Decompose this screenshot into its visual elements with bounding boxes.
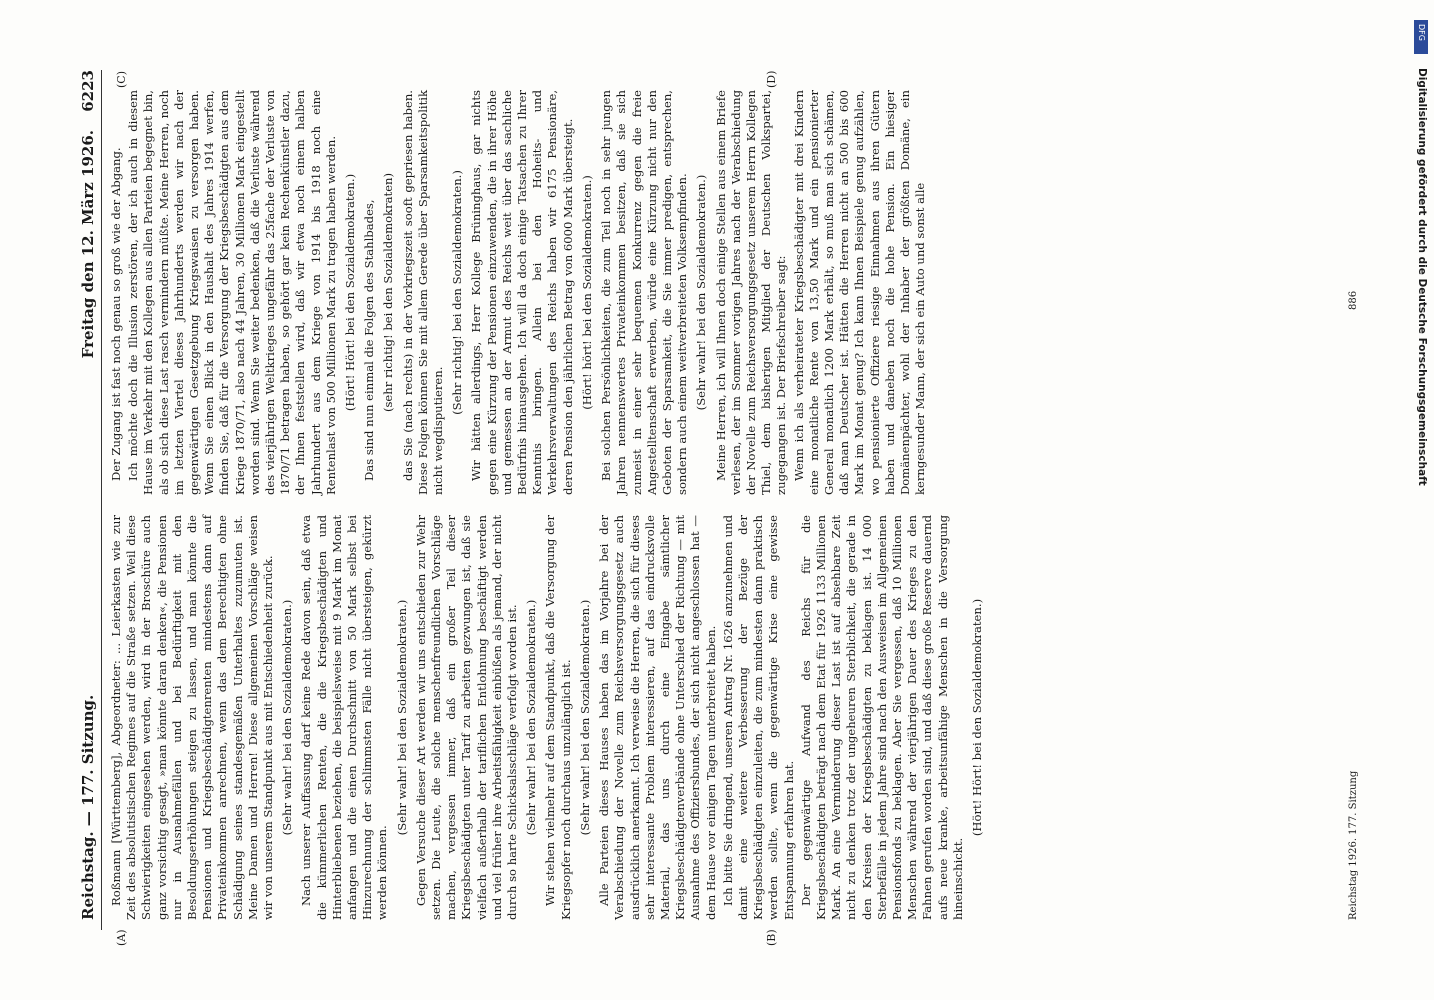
interjection: (Hört! hört! bei den Sozialdemokraten.) <box>579 175 594 410</box>
interjection: (sehr richtig! bei den Sozialdemokraten) <box>381 172 396 413</box>
interjection: (Sehr wahr! bei den Sozialdemokraten.) <box>577 599 592 836</box>
interjection: (Sehr wahr! bei den Sozialdemokraten.) <box>694 174 709 411</box>
interjection: (Hört! Hört! bei den Sozialdemokraten.) <box>343 173 358 412</box>
paragraph: Roßmann [Württemberg], Abgeordneter: ... Leierkasten wie zur Zeit des absolutistischen Regimes auf die Straße setzen. Weil diese Schwierigkeiten eingesehen werden, wird in der Broschüre auch ganz vorsichtig gesagt, »man könnte daran denken«, die Pensionen nur in Ausnahmefällen und bei Bedürftigkeit mit den Besoldungserhöhungen steigen zu lassen, und man könnte die Pensionen und Kriegsbeschädigtenrenten mindestens dann auf Privateinkommen anrechnen, wenn das dem Berechtigten ohne Schädigung seines standesgemäßen Unterhaltes zuzumuten ist. Meine Damen und Herren! Diese allgemeinen Vorschläge weisen wir von unserem Standpunkt aus mit Entschiedenheit zurück. <box>109 515 276 920</box>
interjection: (Hört! Hört! bei den Sozialdemokraten.) <box>969 598 984 837</box>
paragraph: Wir hätten allerdings, Herr Kollege Brüninghaus, gar nichts gegen eine Kürzung der Pensionen einzuwenden, die in ihrer Höhe und gemessen an der Armut des Reichs weit über das sachliche Bedürfnis hinausgehen. Ich will da doch einige Tatsachen zu Ihrer Kenntnis bringen. Allein bei den Hoheits- und Verkehrsverwaltungen des Reichs haben wir 6175 Pensionäre, deren Pension den jährlichen Betrag von 6000 Mark übersteigt. <box>469 90 575 495</box>
paragraph: Meine Herren, ich will Ihnen doch einige Stellen aus einem Briefe verlesen, der im Sommer vorigen Jahres nach der Verabschiedung der Novelle zum Reichsversorgungsgesetz unserem Herrn Kollegen Thiel, dem bisherigen Mitglied der Deutschen Volkspartei, zugegangen ist. Der Briefschreiber sagt: <box>713 90 789 495</box>
paragraph: Alle Parteien dieses Hauses haben das im Vorjahre bei der Verabschiedung der Novelle zum Reichsversorgungsgesetz auch ausdrücklich anerkannt. Ich verweise die Herren, die sich für dieses sehr interessante Problem interessieren, auf das eindrucksvolle Material, das uns durch eine Eingabe sämtlicher Kriegsbeschädigtenverbände ohne Unterschied der Richtung — mit Ausnahme des Offiziersbundes, der sich nicht angeschlossen hat — dem Hause vor einigen Tagen unterbreitet haben. <box>597 515 718 920</box>
paragraph: Das sind nun einmal die Folgen des Stahlbades, <box>362 199 377 481</box>
margin-mark-d: (D) <box>765 70 778 88</box>
rotated-document <box>75 70 1365 950</box>
dfg-logo: DFG <box>1414 20 1428 54</box>
interjection: (Sehr wahr! bei den Sozialdemokraten.) <box>394 599 409 836</box>
paragraph: Der Zugang ist fast noch genau so groß wie der Abgang. <box>109 147 123 481</box>
interjection: (Sehr richtig! bei den Sozialdemokraten.) <box>450 170 465 415</box>
paragraph: Ich bitte Sie dringend, unseren Antrag Nr. 1626 anzunehmen und damit eine weitere Verbesserung der Bezüge der Kriegsbeschädigten einzuleiten, die zum mindesten dann praktisch werden sollte, wenn die gegenwärtige Krise eine gewisse Entspannung erfahren hat. <box>720 515 796 920</box>
interjection: (Sehr wahr! bei den Sozialdemokraten.) <box>280 599 295 836</box>
side-credit-text: Digitalisierung gefördert durch die Deutsche Forschungsgemeinschaft <box>1416 68 1428 486</box>
text-column-right <box>109 90 930 495</box>
margin-mark-a: (A) <box>115 929 128 946</box>
page-number: 6223 <box>79 70 97 112</box>
paragraph: Wenn ich als verheirateter Kriegsbeschädigter mit drei Kindern eine monatliche Rente von 13,50 Mark und ein pensionierter General monatlich 1200 Mark erhält, so muß man sich schämen, daß man Deutscher ist. Hätten die Herren nicht an 500 bis 600 Mark im Monat genug? Ich kann Ihnen Beispiele genug aufzählen, wo pensionierte Offiziere riesige Einnahmen aus ihren Gütern haben und daneben noch die hohe Pension. Ein hiesiger Domänenpächter, wohl der Inhaber der größten Domäne, ein kerngesunder Mann, der sich ein Auto und sonst alle <box>791 90 928 495</box>
interjection: (Sehr wahr! bei den Sozialdemokraten.) <box>524 599 539 836</box>
paragraph: Bei solchen Persönlichkeiten, die zum Teil noch in sehr jungen Jahren nennenswertes Privateinkommen besitzen, daß sie sich zumeist in einer sehr bequemen Konkurrenz gegen die freie Angestelltenschaft erwerben, würde eine Kürzung nicht nur den Geboten der Sparsamkeit, die Sie immer predigen, entsprechen, sondern auch einem weitverbreiteten Volksempfinden. <box>599 90 690 495</box>
paragraph: Ich möchte doch die Illusion zerstören, der ich auch in diesem Hause im Verkehr mit den Kollegen aus allen Parteien begegnet bin, als ob sich diese Last rasch vermindern müßte. Meine Herren, noch im letzten Viertel dieses Jahrhunderts werden wir nach der gegenwärtigen Gesetzgebung Kriegswaisen zu versorgen haben. Wenn Sie einen Blick in den Haushalt des Jahres 1914 werfen, finden Sie, daß für die Versorgung der Kriegsbeschädigten aus dem Kriege 1870/71, also nach 44 Jahren, 30 Millionen Mark eingestellt worden sind. Wenn Sie weiter bedenken, daß die Verluste während des vierjährigen Weltkrieges ungefähr das 25fache der Verluste von 1870/71 betragen haben, so gehört gar kein Rechenkünstler dazu, der Ihnen feststellen wird, daß wir etwa noch einem halben Jahrhundert aus dem Kriege von 1914 bis 1918 noch eine Rentenlast von 500 Millionen Mark zu tragen haben werden. <box>126 90 338 495</box>
text-column-left <box>109 515 989 920</box>
paragraph: Der gegenwärtige Aufwand des Reichs für die Kriegsbeschädigten beträgt nach dem Etat für 1926 1133 Millionen Mark. An eine Verminderung dieser Last ist auf absehbare Zeit nicht zu denken trotz der ungeheuren Sterblichkeit, die gerade in den Kreisen der Kriegsbeschädigten zu beklagen ist. 14 000 Sterbefälle in jedem Jahre sind nach den Ausweisen im Allgemeinen Pensionsfonds zu beklagen. Aber Sie vergessen, daß 10 Millionen Menschen während der vierjährigen Dauer des Krieges zu den Fahnen gerufen worden sind, und daß diese große Reserve dauernd aufs neue kranke, arbeitsunfähige Menschen in die Versorgung hineinschickt. <box>798 515 965 920</box>
side-credit <box>1412 8 1430 998</box>
page-header-right <box>75 70 103 495</box>
paragraph: Nach unserer Auffassung darf keine Rede davon sein, daß etwa die kümmerlichen Renten, die die Kriegsbeschädigten und Hinterbliebenen beziehen, die beispielsweise mit 9 Mark im Monat anfangen und die einen Durchschnitt von 50 Mark selbst bei Hinzurechnung der schlimmsten Fälle nicht übersteigen, gekürzt werden können. <box>299 515 390 920</box>
paragraph: Wir stehen vielmehr auf dem Standpunkt, daß die Versorgung der Kriegsopfer noch durchaus unzulänglich ist. <box>543 515 573 920</box>
header-date: Freitag den 12. März 1926. <box>79 130 97 359</box>
paragraph: Gegen Versuche dieser Art werden wir uns entschieden zur Wehr setzen. Die Leute, die solche menschenfreundlichen Vorschläge machen, vergessen immer, daß ein großer Teil dieser Kriegsbeschädigten unter Tarif zu arbeiten gezwungen ist, daß sie vielfach außerhalb der tariflichen Entlohnung beschäftigt werden und viel früher ihre Arbeitsfähigkeit einbüßen als jemand, der nicht durch so harte Schicksalsschläge verfolgt worden ist. <box>413 515 520 920</box>
margin-mark-c: (C) <box>115 71 128 88</box>
paragraph: das Sie (nach rechts) in der Vorkriegszeit sooft gepriesen haben. Diese Folgen können Sie mit allem Gerede über Sparsamkeitspolitik nicht wegdisputieren. <box>400 90 446 495</box>
header-rule <box>101 70 102 930</box>
margin-mark-b: (B) <box>765 929 778 946</box>
footer-note: Reichstag 1926. 177. Sitzung <box>1348 770 1359 920</box>
footer-page: 886 <box>1348 290 1359 310</box>
header-left: Reichstag. — 177. Sitzung. <box>79 694 97 920</box>
